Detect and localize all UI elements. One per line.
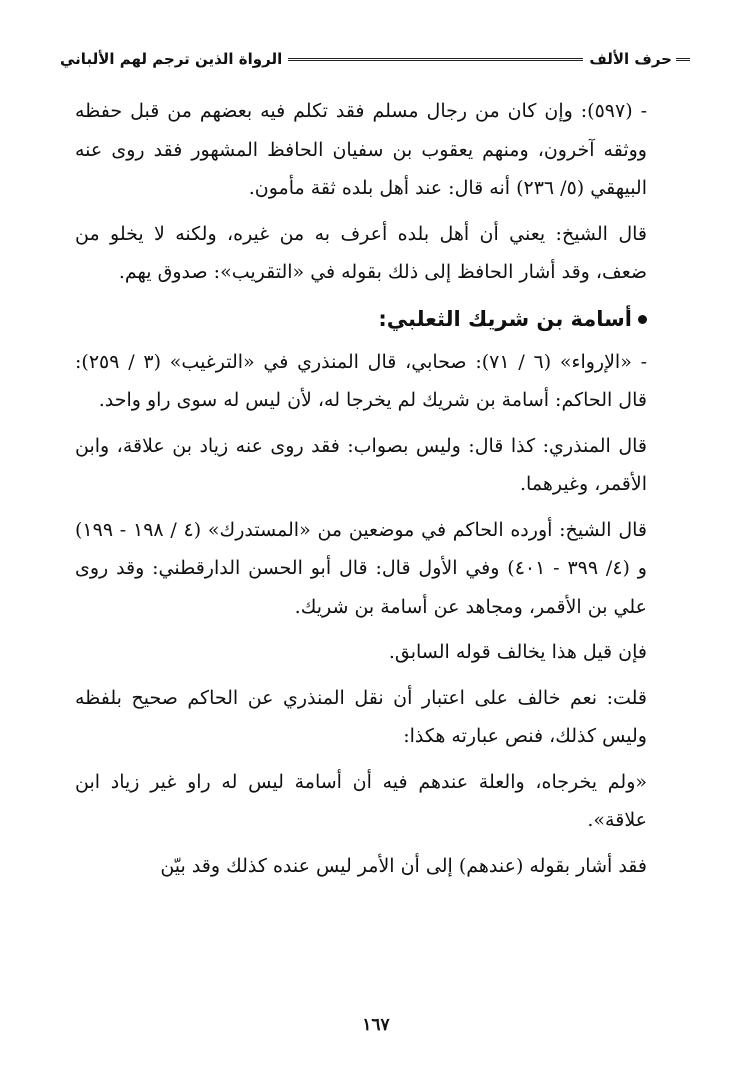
chapter-title: حرف الألف: [589, 50, 672, 68]
section-title: الرواة الذين ترجم لهم الألباني: [60, 50, 283, 68]
paragraph: قال المنذري: كذا قال: وليس بصواب: فقد روى عنه زياد بن علاقة، وابن الأقمر، وغيرهما.: [75, 434, 647, 495]
paragraph: قال الشيخ: يعني أن أهل بلده أعرف به من غيره، ولكنه لا يخلو من ضعف، وقد أشار الحافظ إلى ذلك بقوله في «التقريب»: صدوق يهم.: [75, 222, 647, 283]
header-rule-start: [676, 58, 690, 61]
entry-heading: [75, 299, 647, 339]
page-body: [75, 92, 647, 892]
paragraph: قلت: نعم خالف على اعتبار أن نقل المنذري عن الحاكم صحيح بلفظه وليس كذلك، فنص عبارته هكذا:: [75, 686, 647, 747]
paragraph: فقد أشار بقوله (عندهم) إلى أن الأمر ليس عنده كذلك وقد بيّن: [160, 854, 647, 877]
entry-heading-text: أسامة بن شريك الثعلبي:: [378, 306, 632, 331]
paragraph: «ولم يخرجاه، والعلة عندهم فيه أن أسامة ليس له راو غير زياد ابن علاقة».: [75, 770, 647, 831]
paragraph: فإن قيل هذا يخالف قوله السابق.: [388, 641, 647, 663]
bullet-icon: [638, 315, 647, 324]
paragraph: قال الشيخ: أورده الحاكم في موضعين من «المستدرك» (٤ / ١٩٨ - ١٩٩) و (٤/ ٣٩٩ - ٤٠١) وفي الأول قال: قال أبو الحسن الدارقطني: وقد روى علي بن الأقمر، ومجاهد عن أسامة بن شريك.: [75, 518, 647, 618]
paragraph: - «الإرواء» (٦ / ٧١): صحابي، قال المنذري في «الترغيب» (٣ / ٢٥٩): قال الحاكم: أسامة بن شريك لم يخرجا له، لأن ليس له سوى راو واحد.: [75, 350, 648, 411]
paragraph: - (٥٩٧): وإن كان من رجال مسلم فقد تكلم فيه بعضهم من قبل حفظه ووثقه آخرون، ومنهم يعقوب بن سفيان الحافظ المشهور فقد روى عنه البيهقي (٥/ ٢٣٦) أنه قال: عند أهل بلده ثقة مأمون.: [75, 100, 647, 199]
running-header: [60, 44, 690, 74]
page-number: ١٦٧: [362, 1015, 390, 1035]
header-rule: [288, 58, 583, 61]
